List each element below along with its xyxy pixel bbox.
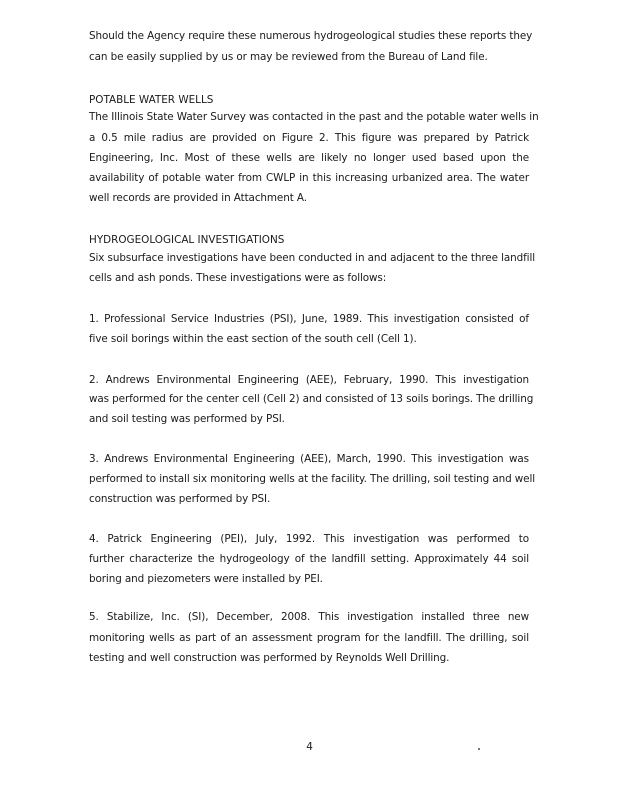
page-number: 4 — [306, 741, 313, 753]
list-item-2-line: 2. Andrews Environmental Engineering (AEE), February, 1990. This investigation — [89, 374, 529, 386]
list-item-5-line: testing and well construction was performed by Reynolds Well Drilling. — [89, 652, 450, 664]
list-item-3-line: construction was performed by PSI. — [89, 493, 271, 505]
list-item-2-line: and soil testing was performed by PSI. — [89, 413, 285, 425]
section-heading-potable-water-wells: POTABLE WATER WELLS — [89, 94, 214, 106]
list-item-3-line: 3. Andrews Environmental Engineering (AEE), March, 1990. This investigation was — [89, 453, 529, 465]
list-item-4-line: 4. Patrick Engineering (PEI), July, 1992. This investigation was performed to — [89, 533, 529, 545]
body-text-line: Engineering, Inc. Most of these wells are likely no longer used based upon the — [89, 152, 529, 164]
list-item-1-line: five soil borings within the east section of the south cell (Cell 1). — [89, 333, 417, 345]
list-item-4-line: further characterize the hydrogeology of the landfill setting. Approximately 44 soil — [89, 553, 529, 565]
list-item-1-line: 1. Professional Service Industries (PSI), June, 1989. This investigation consisted of — [89, 313, 529, 325]
body-text-line: can be easily supplied by us or may be reviewed from the Bureau of Land file. — [89, 51, 488, 63]
list-item-5-line: 5. Stabilize, Inc. (SI), December, 2008. This investigation installed three new — [89, 611, 529, 623]
list-item-2-line: was performed for the center cell (Cell 2) and consisted of 13 soils borings. The drilling — [89, 393, 534, 405]
scan-speck — [478, 748, 480, 750]
section-heading-hydrogeological-investigations: HYDROGEOLOGICAL INVESTIGATIONS — [89, 234, 285, 246]
list-item-3-line: performed to install six monitoring wells at the facility. The drilling, soil testing and well — [89, 473, 536, 485]
body-text-line: well records are provided in Attachment A. — [89, 192, 307, 204]
body-text-line: cells and ash ponds. These investigations were as follows: — [89, 272, 387, 284]
body-text-line: a 0.5 mile radius are provided on Figure 2. This figure was prepared by Patrick — [89, 132, 529, 144]
body-text-line: availability of potable water from CWLP in this increasing urbanized area. The water — [89, 172, 529, 184]
body-text-line: Should the Agency require these numerous hydrogeological studies these reports they — [89, 30, 533, 42]
body-text-line: The Illinois State Water Survey was contacted in the past and the potable water wells in — [89, 111, 539, 123]
list-item-5-line: monitoring wells as part of an assessment program for the landfill. The drilling, soil — [89, 632, 529, 644]
list-item-4-line: boring and piezometers were installed by PEI. — [89, 573, 323, 585]
body-text-line: Six subsurface investigations have been conducted in and adjacent to the three landfill — [89, 252, 536, 264]
